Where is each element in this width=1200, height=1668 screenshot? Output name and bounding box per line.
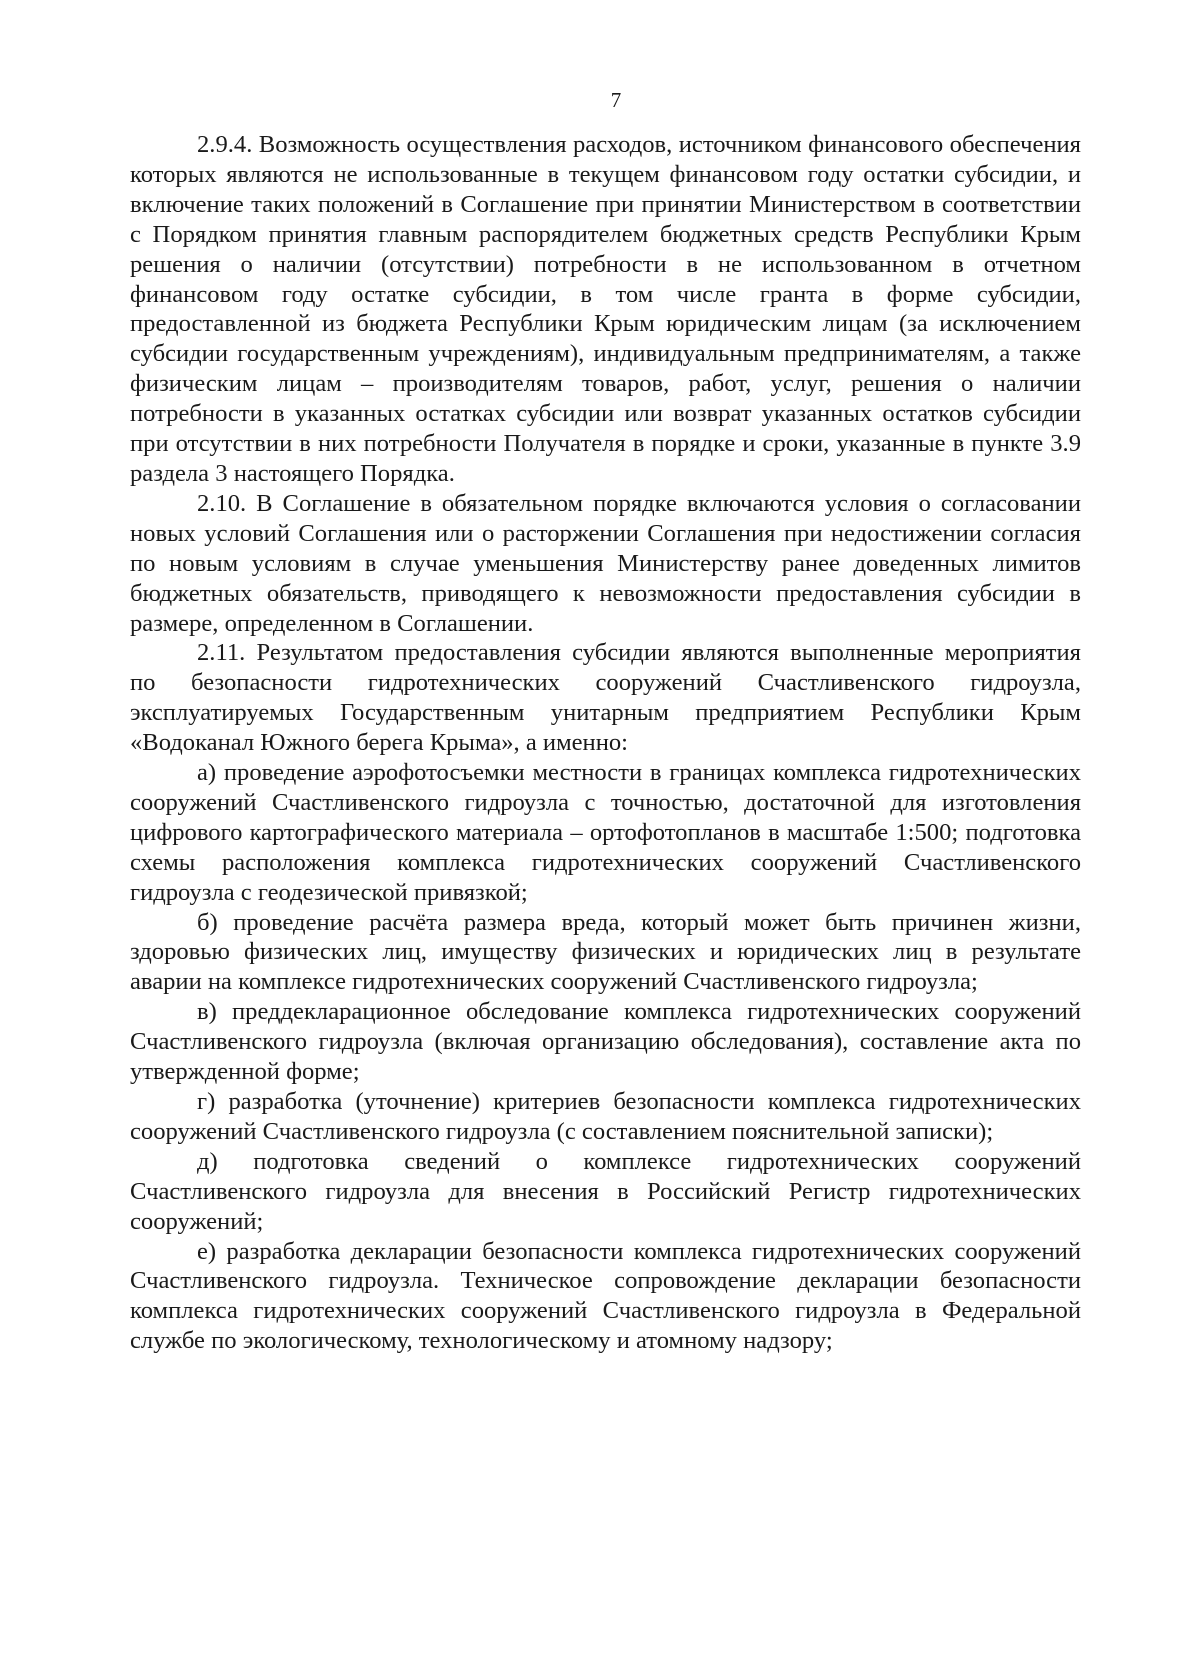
list-item-d: д) подготовка сведений о комплексе гидротехнических сооружений Счастливенского гидроузла для внесения в Российский Регистр гидротехнических сооружений; bbox=[130, 1147, 1081, 1235]
paragraph-2-11: 2.11. Результатом предоставления субсидии являются выполненные мероприятия по безопасности гидротехнических сооружений Счастливенского гидроузла, эксплуатируемых Государственным унитарным предприятием Республики Крым «Водоканал Южного берега Крыма», а именно: bbox=[130, 639, 1081, 757]
paragraph-2-10: 2.10. В Соглашение в обязательном порядке включаются условия о согласовании новых условий Соглашения или о расторжении Соглашения при недостижении согласия по новым условиям в случае уменьшения Министерству ранее доведенных лимитов бюджетных обязательств, приводящего к невозможности предоставления субсидии в размере, определенном в Соглашении. bbox=[130, 489, 1081, 637]
list-item-g: г) разработка (уточнение) критериев безопасности комплекса гидротехнических сооружений Счастливенского гидроузла (с составлением пояснительной записки); bbox=[130, 1088, 1081, 1145]
paragraph-2-9-4: 2.9.4. Возможность осуществления расходов, источником финансового обеспечения которых являются не использованные в текущем финансовом году остатки субсидии, и включение таких положений в Соглашение при принятии Министерством в соответствии с Порядком принятия главным распорядителем бюджетных средств Республики Крым решения о наличии (отсутствии) потребности в не использованном в отчетном финансовом году остатке субсидии, в том числе гранта в форме субсидии, предоставленной из бюджета Республики Крым юридическим лицам (за исключением субсидии государственным учреждениям), индивидуальным предпринимателям, а также физическим лицам – производителям товаров, работ, услуг, решения о наличии потребности в указанных остатках субсидии или возврат указанных остатков субсидии при отсутствии в них потребности Получателя в порядке и сроки, указанные в пункте 3.9 раздела 3 настоящего Порядка. bbox=[130, 131, 1081, 487]
list-item-v: в) преддекларационное обследование комплекса гидротехнических сооружений Счастливенского гидроузла (включая организацию обследования), составление акта по утвержденной форме; bbox=[130, 998, 1081, 1086]
list-item-e: е) разработка декларации безопасности комплекса гидротехнических сооружений Счастливенского гидроузла. Техническое сопровождение декларации безопасности комплекса гидротехнических сооружений Счастливенского гидроузла в Федеральной службе по экологическому, технологическому и атомному надзору; bbox=[130, 1237, 1081, 1355]
page-number: 7 bbox=[610, 88, 622, 112]
document-body bbox=[130, 130, 1081, 1356]
list-item-a: а) проведение аэрофотосъемки местности в границах комплекса гидротехнических сооружений Счастливенского гидроузла с точностью, достаточной для изготовления цифрового картографического материала – ортофотопланов в масштабе 1:500; подготовка схемы расположения комплекса гидротехнических сооружений Счастливенского гидроузла с геодезической привязкой; bbox=[130, 759, 1081, 906]
list-item-b: б) проведение расчёта размера вреда, который может быть причинен жизни, здоровью физических лиц, имуществу физических и юридических лиц в результате аварии на комплексе гидротехнических сооружений Счастливенского гидроузла; bbox=[130, 908, 1081, 996]
